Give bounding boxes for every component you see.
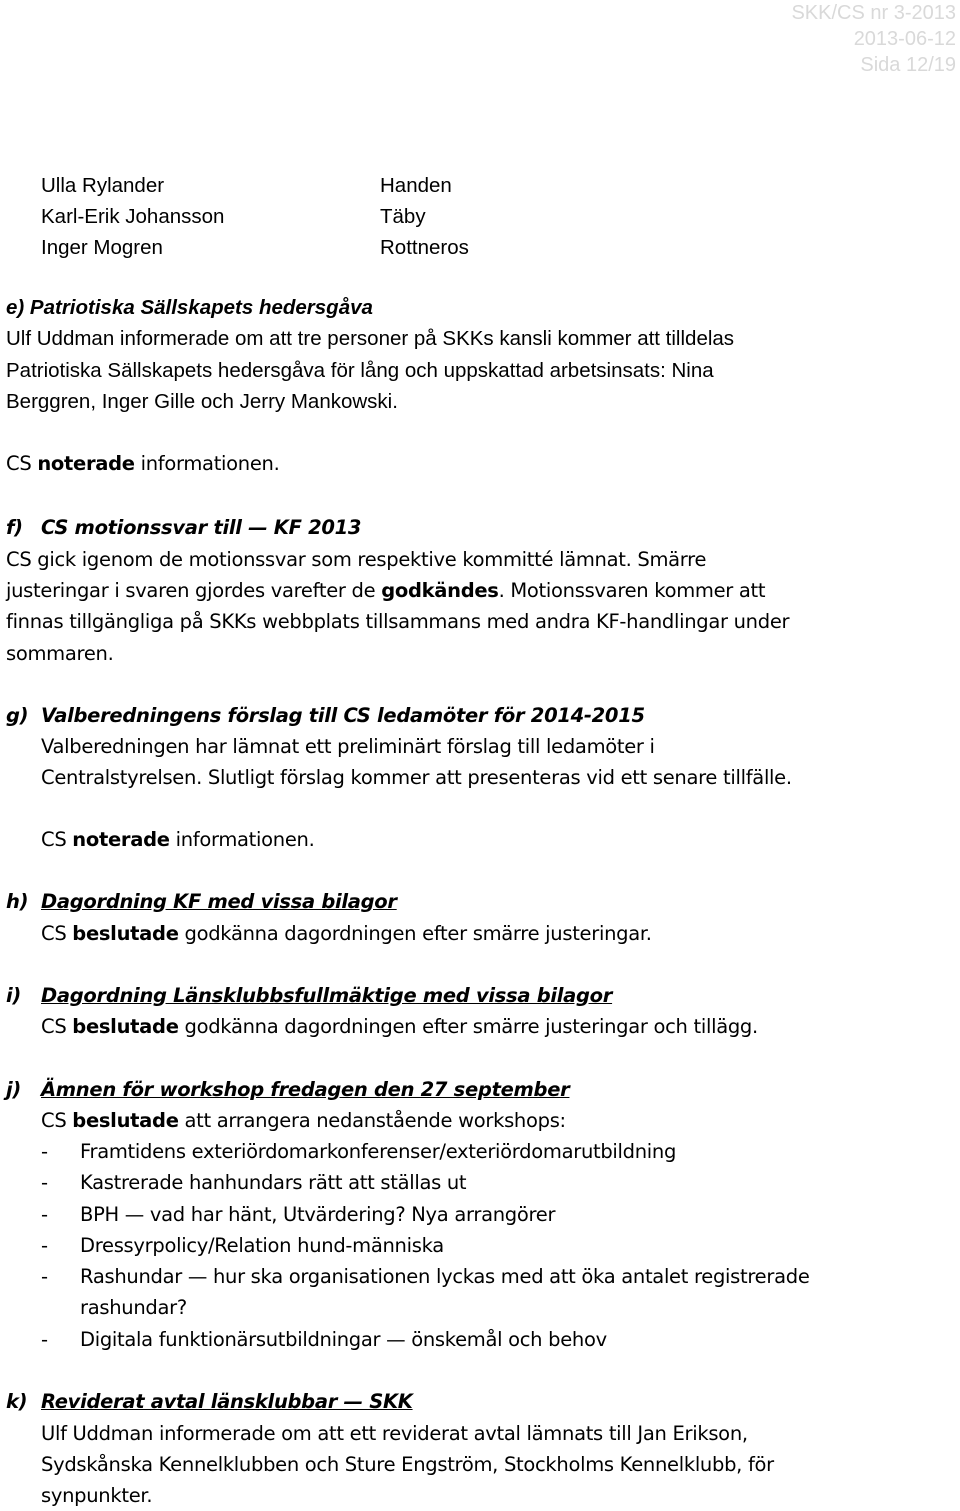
page-header [791,0,956,78]
section-heading: Dagordning Länsklubbsfullmäktige med vissa bilagor [41,984,613,1007]
section-body: finnas tillgängliga på SKKs webbplats tillsammans med andra KF-handlingar under [6,610,790,633]
document-number: SKK/CS nr 3-2013 [791,2,956,24]
section-body: Ulf Uddman informerade om att tre personer på SKKs kansli kommer att tilldelas [6,327,735,350]
person-place: Rottneros [380,236,469,259]
decision-verb: beslutade [72,1015,179,1038]
page-number: Sida 12/19 [860,54,956,76]
list-item: Digitala funktionärsutbildningar — önskemål och behov [80,1328,607,1351]
section-body: Valberedningen har lämnat ett preliminärt förslag till ledamöter i [41,735,655,758]
list-item: Rashundar — hur ska organisationen lyckas med att öka antalet registrerade [80,1265,810,1288]
decision-line [6,450,280,478]
decision-verb: noterade [37,452,135,475]
bullet-dash: - [41,1140,48,1163]
section-label: i) [6,984,21,1007]
list-item: BPH — vad har hänt, Utvärdering? Nya arrangörer [80,1203,556,1226]
decision-verb: godkändes [381,579,499,602]
section-heading: e) Patriotiska Sällskapets hedersgåva [6,296,373,319]
bullet-dash: - [41,1328,48,1351]
list-item: Dressyrpolicy/Relation hund-människa [80,1234,444,1257]
section-heading: Valberedningens förslag till CS ledamöter för 2014-2015 [41,704,645,727]
section-body: Patriotiska Sällskapets hedersgåva för lång och uppskattad arbetsinsats: Nina [6,359,714,382]
decision-line: CS beslutade att arrangera nedanstående workshops: [41,1109,566,1132]
section-heading: CS motionssvar till — KF 2013 [41,516,362,539]
decision-line: CS beslutade godkänna dagordningen efter smärre justeringar och tillägg. [41,1015,758,1038]
person-name: Ulla Rylander [41,174,165,197]
decision-line: CS noterade informationen. [41,828,315,851]
person-name: Karl-Erik Johansson [41,205,225,228]
decision-verb: beslutade [72,922,179,945]
decision-verb: noterade [72,828,170,851]
decision-rest: informationen. [140,452,280,475]
person-name: Inger Mogren [41,236,163,259]
section-body: synpunkter. [41,1484,153,1507]
section-label: k) [6,1390,28,1413]
section-label: g) [6,704,29,727]
section-heading: Dagordning KF med vissa bilagor [41,890,397,913]
list-item-continuation: rashundar? [80,1296,187,1319]
section-body: sommaren. [6,642,114,665]
person-place: Handen [380,174,452,197]
section-body: CS gick igenom de motionssvar som respektive kommitté lämnat. Smärre [6,548,707,571]
list-item: Kastrerade hanhundars rätt att ställas ut [80,1171,467,1194]
section-body: Sydskånska Kennelklubben och Sture Engström, Stockholms Kennelklubb, för [41,1453,774,1476]
cs-text: CS [6,452,32,475]
section-heading: Ämnen för workshop fredagen den 27 september [41,1078,570,1101]
bullet-dash: - [41,1234,48,1257]
section-body: Centralstyrelsen. Slutligt förslag kommer att presenteras vid ett senare tillfälle. [41,766,792,789]
section-body: justeringar i svaren gjordes varefter de godkändes. Motionssvaren kommer att [6,579,766,602]
section-heading: Reviderat avtal länsklubbar — SKK [41,1390,413,1413]
document-date: 2013-06-12 [853,28,956,50]
decision-line: CS beslutade godkänna dagordningen efter smärre justeringar. [41,922,652,945]
section-body: Berggren, Inger Gille och Jerry Mankowski. [6,390,398,413]
section-label: f) [6,516,23,539]
section-body: Ulf Uddman informerade om att ett reviderat avtal lämnats till Jan Erikson, [41,1422,748,1445]
bullet-dash: - [41,1171,48,1194]
section-label: h) [6,890,29,913]
bullet-dash: - [41,1203,48,1226]
section-label: j) [6,1078,21,1101]
person-place: Täby [380,205,426,228]
bullet-dash: - [41,1265,48,1288]
list-item: Framtidens exteriördomarkonferenser/exteriördomarutbildning [80,1140,677,1163]
decision-verb: beslutade [72,1109,179,1132]
